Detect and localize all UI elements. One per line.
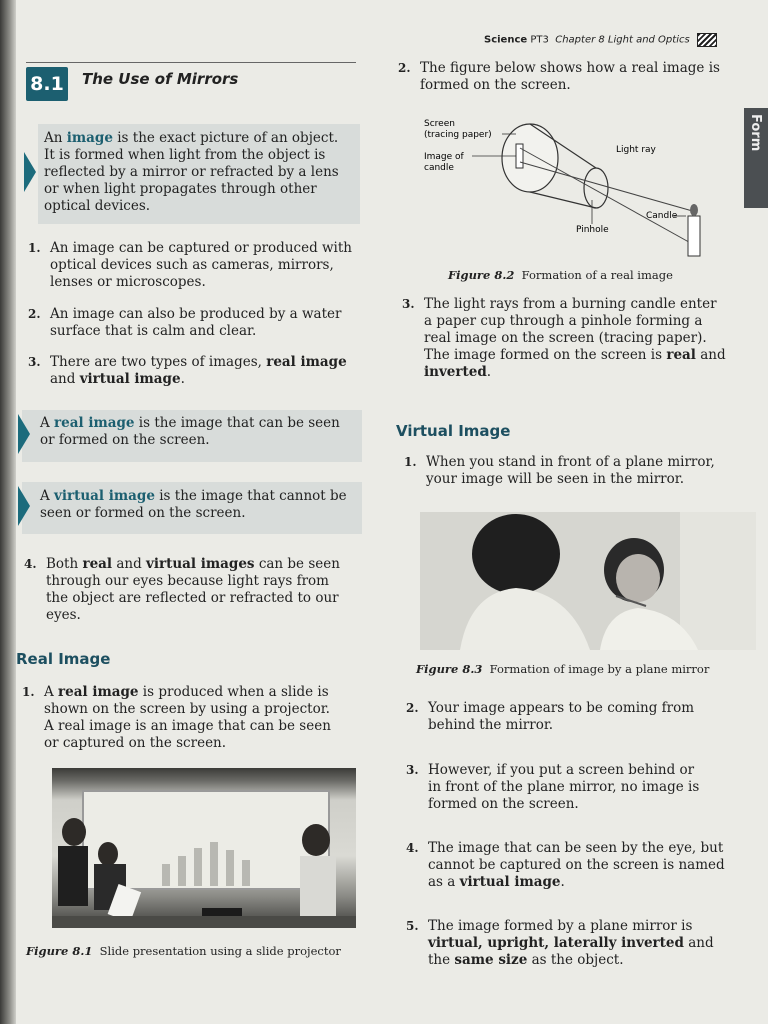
virtual-image-heading: Virtual Image xyxy=(396,422,511,440)
figure-8-2-caption: Figure 8.2 Formation of a real image xyxy=(448,268,673,282)
section-number-badge: 8.1 xyxy=(26,67,68,101)
right-point-3: 3. The light rays from a burning candle enter a paper cup through a pinhole forming a real image on the screen (tracing paper). The image formed on the screen is real and inverted. xyxy=(402,296,726,380)
def-line: or when light propagates through other xyxy=(44,181,317,197)
def-line: It is formed when light from the object is xyxy=(44,147,326,163)
virtual-point-2: 2. Your image appears to be coming from behind the mirror. xyxy=(406,700,695,733)
diagram-label-tracing-paper: (tracing paper) xyxy=(424,130,492,140)
slide-presentation-photo xyxy=(52,768,356,928)
diagram-label-candle-word: candle xyxy=(424,163,454,173)
virtual-point-1: 1. When you stand in front of a plane mirror, your image will be seen in the mirror. xyxy=(404,454,715,487)
header-book: Science xyxy=(484,34,528,46)
virtual-point-5: 5. The image formed by a plane mirror is virtual, upright, laterally inverted and the same size as the object. xyxy=(406,918,714,968)
real-image-definition-box xyxy=(22,410,362,462)
left-point-1: 1. An image can be captured or produced with optical devices such as cameras, mirrors, lenses or microscopes. xyxy=(28,240,352,290)
def-line: An image is the exact picture of an object. xyxy=(44,130,339,146)
chapter-tag-icon xyxy=(697,33,717,47)
candle-icon xyxy=(688,216,700,256)
diagram-label-candle: Candle xyxy=(646,211,678,221)
pinhole-camera-diagram xyxy=(420,112,720,262)
definition-marker-icon xyxy=(24,152,36,192)
left-point-3: 3. There are two types of images, real image and virtual image. xyxy=(28,354,347,387)
virtual-image-definition-box xyxy=(22,482,362,534)
virtual-point-4: 4. The image that can be seen by the eye, but cannot be captured on the screen is named as a virtual image. xyxy=(406,840,725,890)
virtual-image-definition-text: A virtual image is the image that cannot be seen or formed on the screen. xyxy=(40,488,347,521)
definition-marker-icon xyxy=(18,486,30,526)
plane-mirror-photo xyxy=(420,512,756,650)
diagram-label-screen: Screen xyxy=(424,119,455,129)
pinhole-end xyxy=(584,168,608,208)
diagram-label-light-ray: Light ray xyxy=(616,145,656,155)
definition-marker-icon xyxy=(18,414,30,454)
right-point-2: 2. The figure below shows how a real image is formed on the screen. xyxy=(398,60,720,93)
image-definition-box xyxy=(38,124,360,224)
header-chapter: Chapter 8 Light and Optics xyxy=(555,34,690,46)
side-tab-label: Form xyxy=(748,114,763,152)
candle-image-icon xyxy=(516,144,523,168)
presentation-scene-illustration xyxy=(52,768,356,928)
real-image-definition-text: A real image is the image that can be seen or formed on the screen. xyxy=(40,415,340,448)
virtual-point-3: 3. However, if you put a screen behind or in front of the plane mirror, no image is formed on the screen. xyxy=(406,762,700,812)
left-point-4: 4. Both real and virtual images can be seen through our eyes because light rays from the object are reflected or refracted to our eyes. xyxy=(24,556,340,623)
figure-8-1-caption: Figure 8.1 Slide presentation using a slide projector xyxy=(26,944,341,958)
running-header xyxy=(484,33,717,47)
left-point-2: 2. An image can also be produced by a water surface that is calm and clear. xyxy=(28,306,342,339)
real-image-heading: Real Image xyxy=(16,650,111,668)
figure-8-3-caption: Figure 8.3 Formation of image by a plane mirror xyxy=(416,662,710,676)
candle-flame-icon xyxy=(690,204,698,216)
diagram-label-image-of: Image of xyxy=(424,152,464,162)
header-series: PT3 xyxy=(530,34,549,46)
section-title: The Use of Mirrors xyxy=(82,70,239,88)
real-image-point-1: 1. A real image is produced when a slide is shown on the screen by using a projector. A real image is an image that can be seen or captured on the screen. xyxy=(22,684,331,751)
def-line: reflected by a mirror or refracted by a lens xyxy=(44,164,339,180)
section-rule xyxy=(26,62,356,63)
def-line: optical devices. xyxy=(44,198,151,214)
light-ray-line xyxy=(520,162,696,212)
side-tab xyxy=(744,108,768,208)
image-definition-text xyxy=(44,130,356,215)
mirror-scene-illustration xyxy=(420,512,756,650)
diagram-label-pinhole: Pinhole xyxy=(576,225,609,235)
book-spine-shadow xyxy=(0,0,16,1024)
